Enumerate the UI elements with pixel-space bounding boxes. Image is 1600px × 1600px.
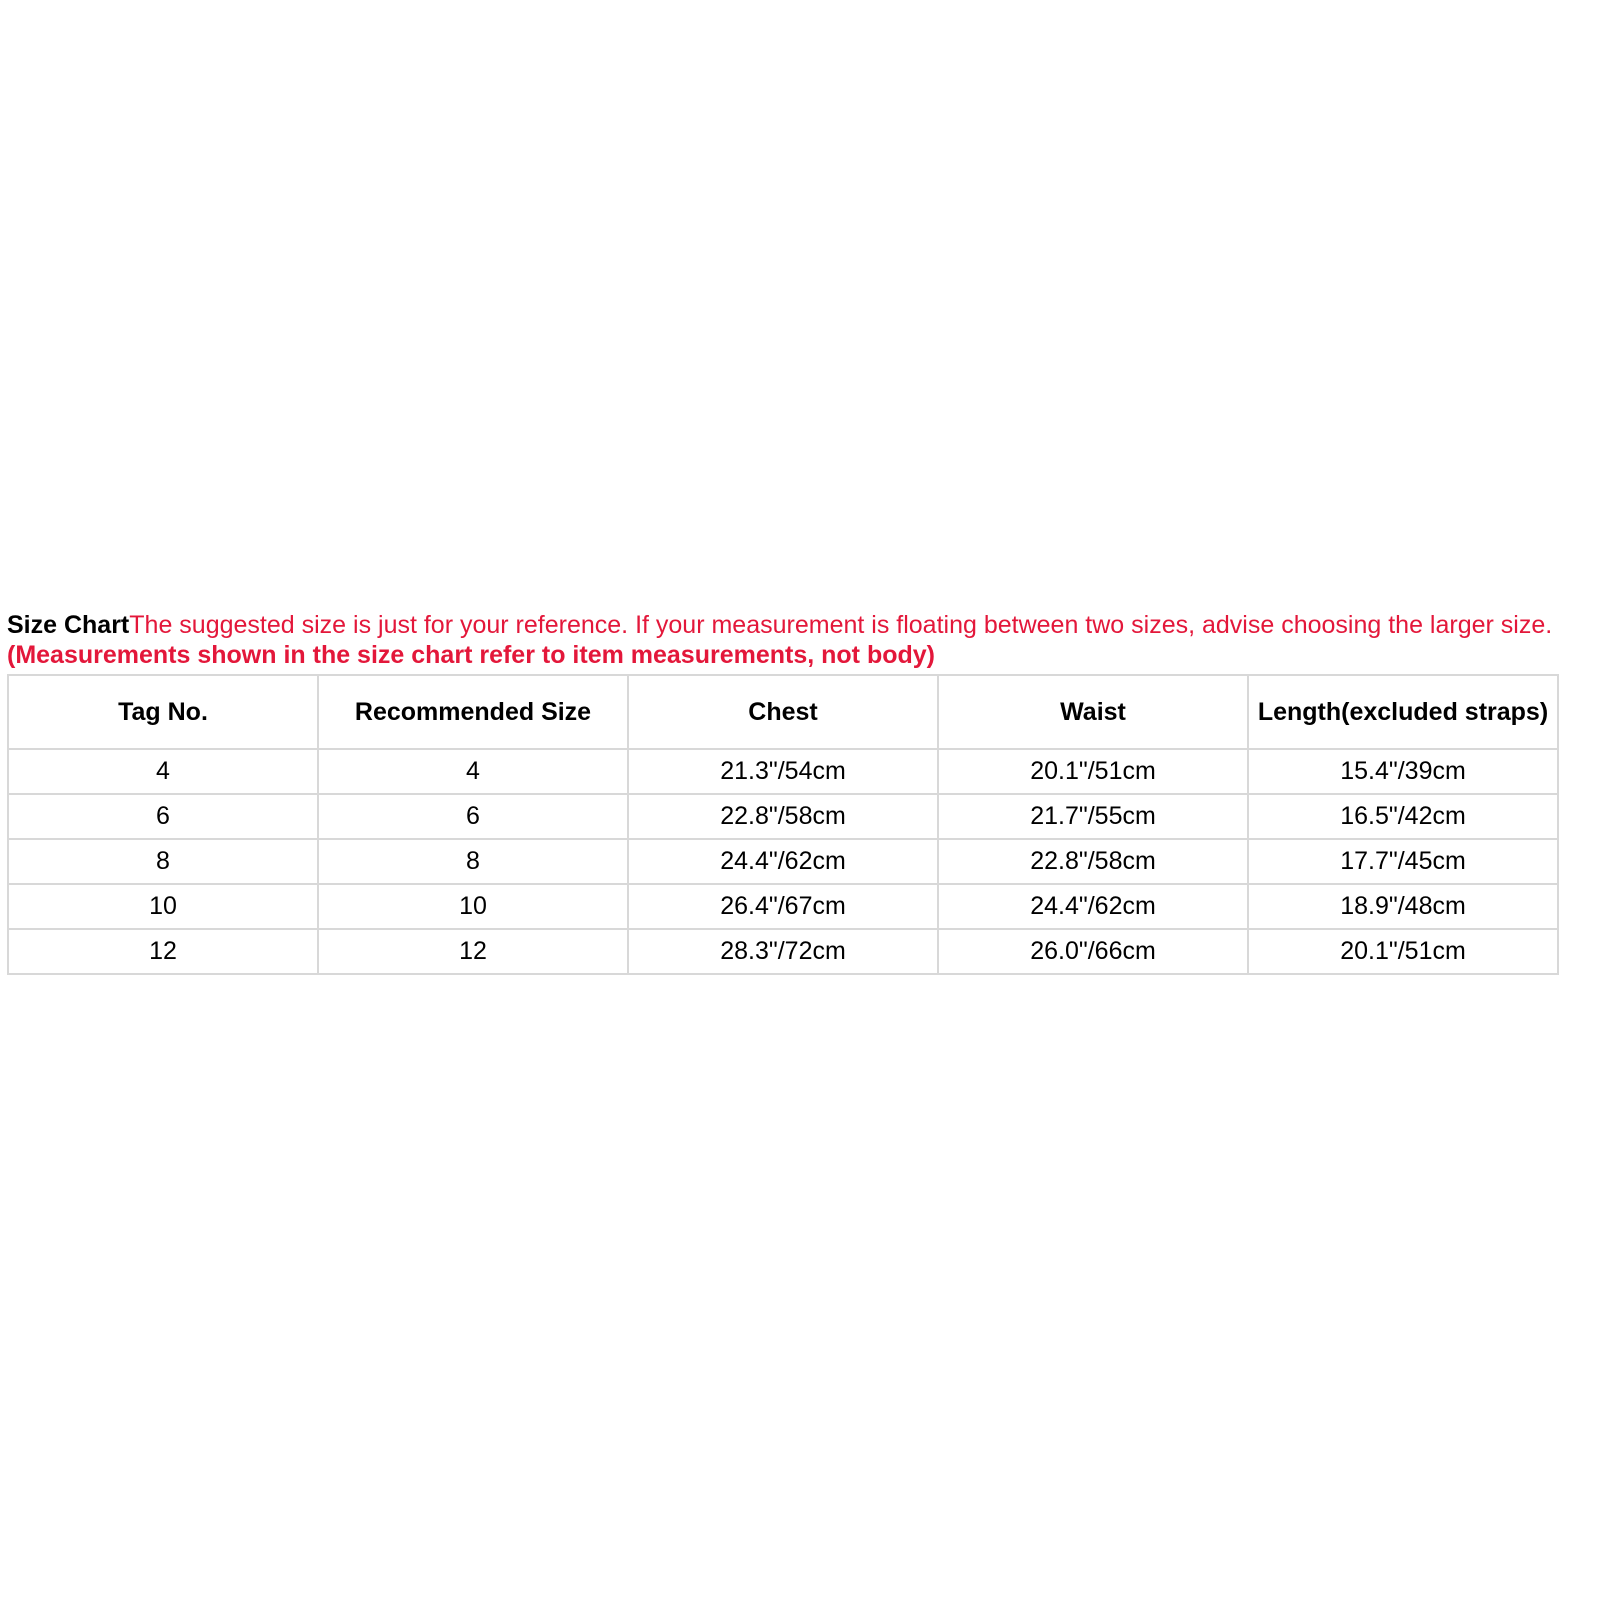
cell-chest: 21.3"/54cm (628, 749, 938, 794)
cell-length: 15.4"/39cm (1248, 749, 1558, 794)
header-waist: Waist (938, 675, 1248, 749)
cell-length: 16.5"/42cm (1248, 794, 1558, 839)
table-row (8, 839, 1558, 884)
cell-length: 18.9"/48cm (1248, 884, 1558, 929)
cell-waist: 24.4"/62cm (938, 884, 1248, 929)
cell-waist: 26.0"/66cm (938, 929, 1248, 974)
cell-waist: 22.8"/58cm (938, 839, 1248, 884)
cell-recommended-size: 8 (318, 839, 628, 884)
table-row (8, 884, 1558, 929)
table-row (8, 929, 1558, 974)
cell-chest: 22.8"/58cm (628, 794, 938, 839)
cell-length: 20.1"/51cm (1248, 929, 1558, 974)
cell-recommended-size: 4 (318, 749, 628, 794)
size-table (7, 674, 1559, 975)
cell-chest: 26.4"/67cm (628, 884, 938, 929)
cell-recommended-size: 10 (318, 884, 628, 929)
table-row (8, 794, 1558, 839)
cell-chest: 28.3"/72cm (628, 929, 938, 974)
cell-waist: 21.7"/55cm (938, 794, 1248, 839)
header-length: Length(excluded straps) (1248, 675, 1558, 749)
measurement-disclaimer: (Measurements shown in the size chart refer to item measurements, not body) (7, 641, 935, 669)
cell-recommended-size: 6 (318, 794, 628, 839)
cell-tag-no: 8 (8, 839, 318, 884)
cell-tag-no: 6 (8, 794, 318, 839)
table-row (8, 749, 1558, 794)
header-recommended-size: Recommended Size (318, 675, 628, 749)
cell-recommended-size: 12 (318, 929, 628, 974)
size-advice-note: The suggested size is just for your reference. If your measurement is floating between two sizes, advise choosing the larger size. (129, 611, 1553, 639)
cell-length: 17.7"/45cm (1248, 839, 1558, 884)
size-chart-intro (7, 610, 1559, 670)
size-chart-title: Size Chart (7, 611, 130, 639)
size-chart (7, 610, 1559, 975)
cell-tag-no: 4 (8, 749, 318, 794)
cell-tag-no: 10 (8, 884, 318, 929)
cell-waist: 20.1"/51cm (938, 749, 1248, 794)
cell-tag-no: 12 (8, 929, 318, 974)
header-chest: Chest (628, 675, 938, 749)
header-tag-no: Tag No. (8, 675, 318, 749)
table-header-row (8, 675, 1558, 749)
cell-chest: 24.4"/62cm (628, 839, 938, 884)
